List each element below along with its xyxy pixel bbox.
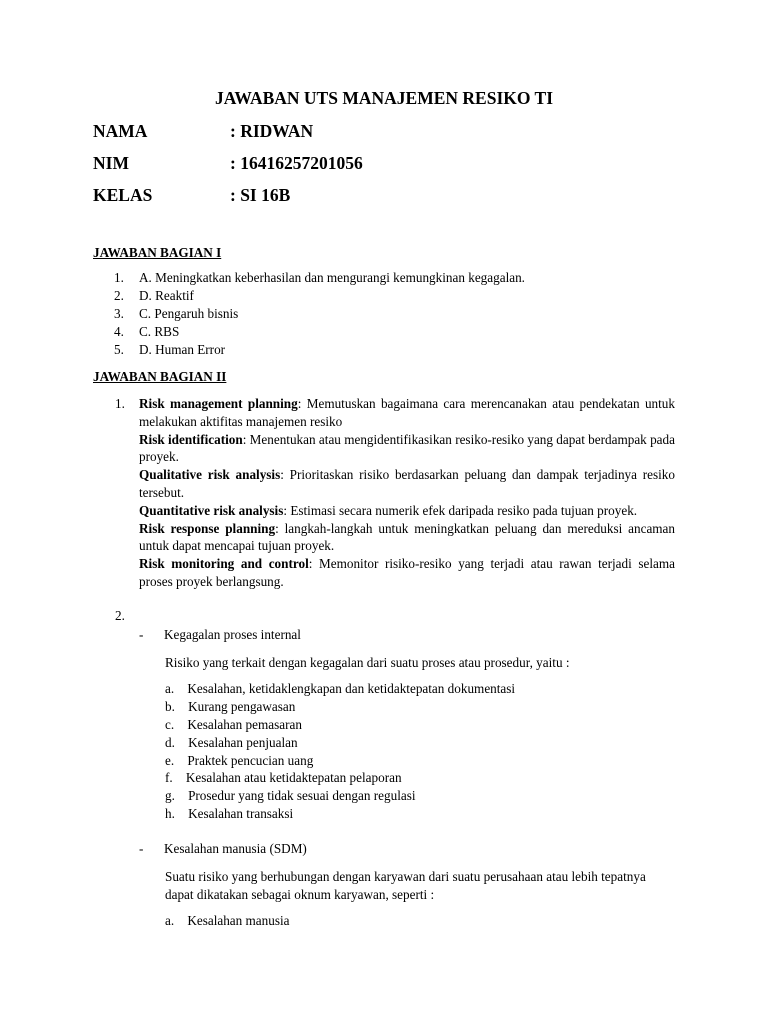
bagian-1-answer-list bbox=[93, 269, 693, 358]
section-heading-bagian-1: JAWABAN BAGIAN I bbox=[93, 245, 222, 260]
bullet-dash: - bbox=[139, 627, 144, 642]
list-item: g. Prosedur yang tidak sesuai dengan regulasi bbox=[165, 788, 416, 804]
definition-item: Qualitative risk analysis: Prioritaskan risiko berdasarkan peluang dan dampak terjadinya resiko tersebut. bbox=[139, 467, 675, 500]
list-item: e. Praktek pencucian uang bbox=[165, 752, 314, 768]
subsection-title-internal-process: Kegagalan proses internal bbox=[164, 627, 301, 642]
list-item: c. Kesalahan pemasaran bbox=[165, 716, 302, 732]
bullet-dash: - bbox=[139, 841, 144, 856]
list-item: 1. A. Meningkatkan keberhasilan dan mengurangi kemungkinan kegagalan. bbox=[114, 270, 525, 285]
definition-term: Risk response planning bbox=[139, 520, 276, 536]
nim-value: : 16416257201056 bbox=[230, 153, 363, 173]
definition-term: Quantitative risk analysis bbox=[139, 502, 284, 518]
subsection-intro-human-error: Suatu risiko yang berhubungan dengan karyawan dari suatu perusahaan atau lebih tepatnya dapat dikatakan sebagai oknum karyawan, seperti : bbox=[165, 869, 646, 902]
definition-item: Quantitative risk analysis: Estimasi secara numerik efek daripada resiko pada tujuan proyek. bbox=[139, 502, 638, 518]
definition-item: Risk response planning: langkah-langkah untuk meningkatkan peluang dan mereduksi ancaman untuk dapat mencapai tujuan proyek. bbox=[139, 520, 676, 554]
list-item: d. Kesalahan penjualan bbox=[165, 734, 298, 750]
list-item: a. Kesalahan, ketidaklengkapan dan ketidaktepatan dokumentasi bbox=[165, 681, 516, 696]
list-item: 3. C. Pengaruh bisnis bbox=[114, 305, 239, 321]
document-title: JAWABAN UTS MANAJEMEN RESIKO TI bbox=[214, 88, 554, 108]
internal-process-risk-list bbox=[165, 680, 665, 823]
definition-item: Risk management planning: Memutuskan bagaimana cara merencanakan atau pendekatan untuk melakukan aktifitas manajemen resiko bbox=[139, 396, 675, 429]
definition-item: Risk identification: Menentukan atau mengidentifikasikan resiko-resiko yang dapat berdampak pada proyek. bbox=[139, 431, 675, 465]
name-value: : RIDWAN bbox=[230, 121, 314, 141]
risk-process-definitions bbox=[139, 395, 675, 591]
definition-term: Risk monitoring and control bbox=[139, 556, 309, 572]
question-1-number: 1. bbox=[115, 396, 125, 411]
name-label: NAMA bbox=[93, 121, 148, 141]
section-heading-bagian-2: JAWABAN BAGIAN II bbox=[93, 369, 227, 384]
list-item: h. Kesalahan transaksi bbox=[165, 806, 294, 822]
class-value: : SI 16B bbox=[230, 185, 291, 205]
list-item: b. Kurang pengawasan bbox=[165, 698, 296, 714]
list-item: 5. D. Human Error bbox=[114, 341, 226, 357]
list-item: f. Kesalahan atau ketidaktepatan pelaporan bbox=[165, 770, 402, 786]
question-2-number: 2. bbox=[115, 608, 125, 623]
definition-term: Qualitative risk analysis bbox=[139, 467, 281, 483]
list-item: a. Kesalahan manusia bbox=[165, 913, 290, 928]
subsection-intro-internal-process: Risiko yang terkait dengan kegagalan dari suatu proses atau prosedur, yaitu : bbox=[165, 655, 570, 670]
nim-label: NIM bbox=[93, 153, 129, 173]
human-error-risk-list bbox=[165, 912, 665, 930]
definition-item: Risk monitoring and control: Memonitor risiko-resiko yang terjadi atau rawan terjadi selama proses proyek berlangsung. bbox=[139, 556, 675, 589]
list-item: 4. C. RBS bbox=[114, 323, 180, 339]
definition-term: Risk management planning bbox=[139, 396, 298, 411]
class-label: KELAS bbox=[93, 185, 153, 205]
subsection-title-human-error: Kesalahan manusia (SDM) bbox=[164, 841, 307, 856]
list-item: 2. D. Reaktif bbox=[114, 287, 194, 303]
definition-term: Risk identification bbox=[139, 431, 243, 447]
